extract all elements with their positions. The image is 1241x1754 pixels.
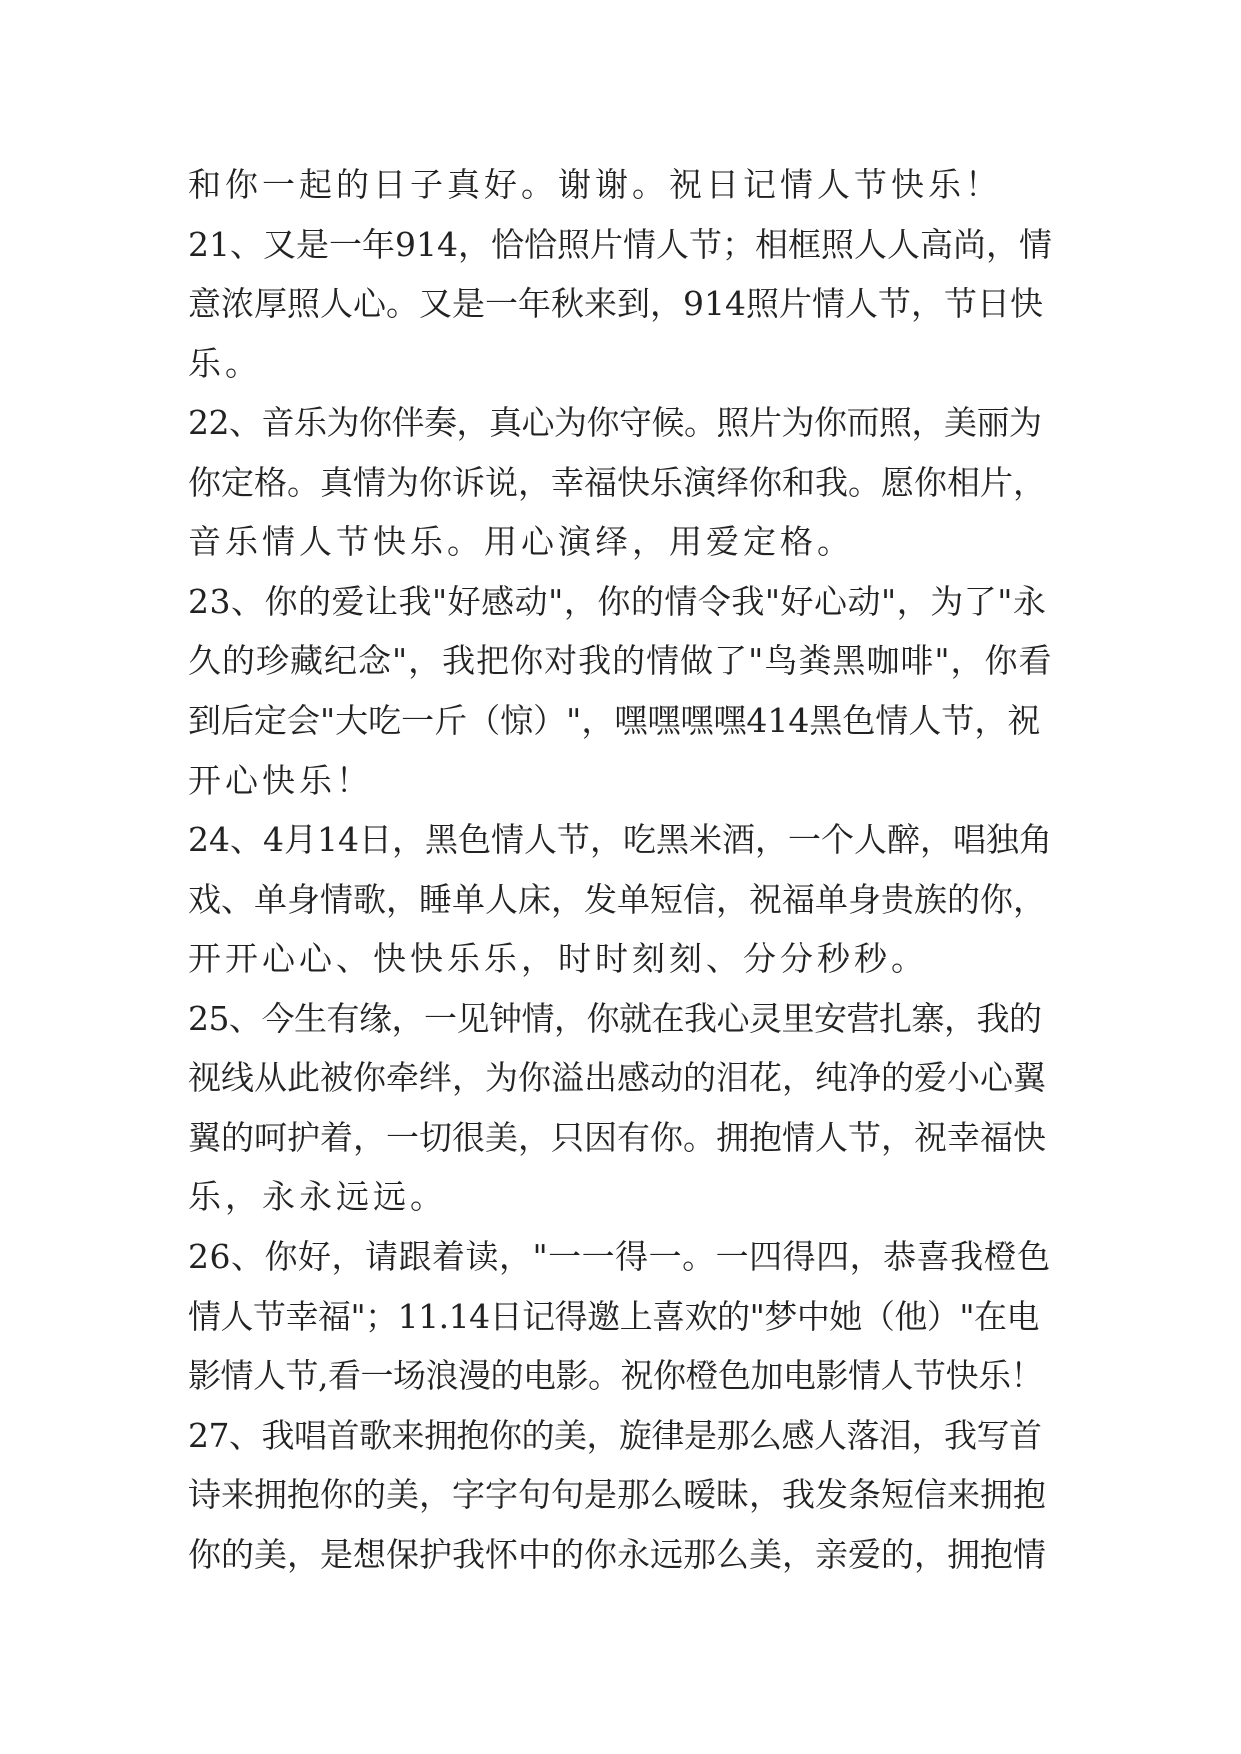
text-line: 乐。: [188, 344, 262, 383]
text-line: 25、今生有缘，一见钟情，你就在我心灵里安营扎寨，我的: [188, 999, 1042, 1038]
text-line: 22、音乐为你伴奏，真心为你守候。照片为你而照，美丽为: [188, 403, 1042, 442]
text-line: 26、你好，请跟着读，"一一得一。一四得四，恭喜我橙色: [188, 1237, 1051, 1276]
text-line: 到后定会"大吃一斤（惊）"，嘿嘿嘿嘿414黑色情人节，祝: [188, 701, 1041, 740]
text-line: 诗来拥抱你的美，字字句句是那么暧昧，我发条短信来拥抱: [188, 1475, 1046, 1514]
text-line: 意浓厚照人心。又是一年秋来到，914照片情人节，节日快: [188, 284, 1043, 323]
text-line: 乐，永永远远。: [188, 1177, 447, 1216]
text-line: 你的美，是想保护我怀中的你永远那么美，亲爱的，拥抱情: [188, 1535, 1046, 1574]
text-line: 音乐情人节快乐。用心演绎，用爱定格。: [188, 522, 854, 561]
text-line: 27、我唱首歌来拥抱你的美，旋律是那么感人落泪，我写首: [188, 1416, 1042, 1455]
text-line: 和你一起的日子真好。谢谢。祝日记情人节快乐！: [188, 165, 1002, 204]
text-line: 开开心心、快快乐乐，时时刻刻、分分秒秒。: [188, 939, 928, 978]
text-line: 你定格。真情为你诉说，幸福快乐演绎你和我。愿你相片，: [188, 463, 1046, 502]
text-line: 戏、单身情歌，睡单人床，发单短信，祝福单身贵族的你，: [188, 880, 1046, 919]
text-line: 21、又是一年914，恰恰照片情人节；相框照人人高尚，情: [188, 225, 1052, 264]
text-line: 久的珍藏纪念"，我把你对我的情做了"鸟粪黑咖啡"，你看: [188, 641, 1053, 680]
text-line: 影情人节,看一场浪漫的电影。祝你橙色加电影情人节快乐！: [188, 1356, 1043, 1395]
text-line: 翼的呵护着，一切很美，只因有你。拥抱情人节，祝幸福快: [188, 1118, 1046, 1157]
text-line: 23、你的爱让我"好感动"，你的情令我"好心动"，为了"永: [188, 582, 1047, 621]
text-line: 视线从此被你牵绊，为你溢出感动的泪花，纯净的爱小心翼: [188, 1058, 1046, 1097]
text-line: 开心快乐！: [188, 761, 373, 800]
text-line: 24、4月14日，黑色情人节，吃黑米酒，一个人醉，唱独角: [188, 820, 1052, 859]
text-line: 情人节幸福"；11.14日记得邀上喜欢的"梦中她（他）"在电: [188, 1297, 1040, 1336]
